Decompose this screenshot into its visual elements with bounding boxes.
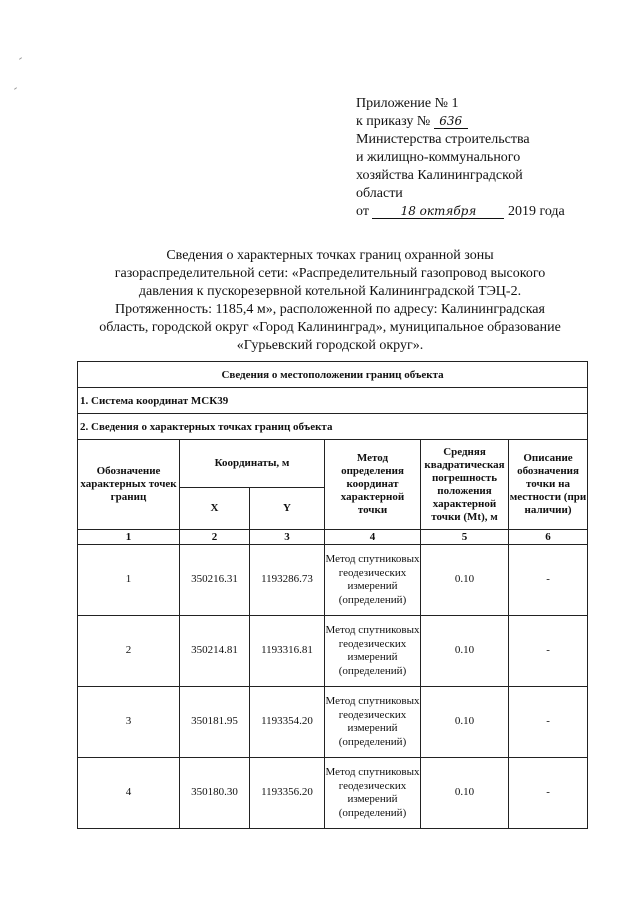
document-heading [60,247,600,355]
column-numbers-row [78,530,588,545]
column-number: 5 [421,530,509,545]
order-number-handwritten: 636 [434,114,468,129]
method: Метод спутниковых геодезических измерений (определений) [325,616,421,687]
point-number: 4 [78,758,180,829]
header-method: Метод определения координат характерной точки [325,440,421,530]
coord-x: 350214.81 [180,616,250,687]
heading-line: давления к пускорезервной котельной Калининградской ТЭЦ-2. [138,284,522,299]
ministry-line-3: хозяйства Калининградской [356,168,523,183]
ministry-line-1: Министерства строительства [356,132,530,147]
method: Метод спутниковых геодезических измерений (определений) [325,758,421,829]
point-number: 3 [78,687,180,758]
description: - [509,545,588,616]
coord-x: 350181.95 [180,687,250,758]
column-number: 3 [250,530,325,545]
table-row [78,758,588,829]
accuracy: 0.10 [421,545,509,616]
coord-y: 1193286.73 [250,545,325,616]
accuracy: 0.10 [421,758,509,829]
coord-y: 1193356.20 [250,758,325,829]
table-title: Сведения о местоположении границ объекта [78,362,588,388]
accuracy: 0.10 [421,616,509,687]
description: - [509,687,588,758]
appendix-block [356,95,565,221]
order-line [356,113,565,131]
date-handwritten: 18 октября [372,204,504,219]
table-row [78,616,588,687]
ministry-line-2: и жилищно-коммунального [356,150,521,165]
method: Метод спутниковых геодезических измерений (определений) [325,545,421,616]
header-coordinates: Координаты, м [180,440,325,488]
boundary-points-table [77,361,588,829]
heading-line: «Гурьевский городской округ». [236,338,424,353]
points-section-row: 2. Сведения о характерных точках границ объекта [78,414,588,440]
date-line [356,203,565,221]
appendix-title: Приложение № 1 [356,96,459,111]
heading-line: Протяженность: 1185,4 м», расположенной по адресу: Калининградская [115,302,545,317]
table-row [78,545,588,616]
coord-y: 1193316.81 [250,616,325,687]
heading-line: Сведения о характерных точках границ охранной зоны [166,248,494,263]
date-suffix: 2019 года [507,204,565,219]
table-row [78,687,588,758]
description: - [509,616,588,687]
scan-speck [19,57,22,60]
method: Метод спутниковых геодезических измерений (определений) [325,687,421,758]
coord-y: 1193354.20 [250,687,325,758]
point-number: 1 [78,545,180,616]
header-description: Описание обозначения точки на местности (при наличии) [509,440,588,530]
date-prefix: от [356,204,369,219]
column-number: 6 [509,530,588,545]
header-accuracy: Средняя квадратическая погрешность положения характерной точки (Mt), м [421,440,509,530]
header-designation: Обозначение характерных точек границ [78,440,180,530]
ministry-line-4: области [356,186,403,201]
heading-line: область, городской округ «Город Калининград», муниципальное образование [99,320,561,335]
header-x: X [180,488,250,530]
coord-x: 350216.31 [180,545,250,616]
order-prefix: к приказу № [356,114,431,129]
header-y: Y [250,488,325,530]
coordinate-system-row: 1. Система координат МСК39 [78,388,588,414]
point-number: 2 [78,616,180,687]
coord-x: 350180.30 [180,758,250,829]
column-number: 1 [78,530,180,545]
description: - [509,758,588,829]
accuracy: 0.10 [421,687,509,758]
column-number: 4 [325,530,421,545]
scan-speck [14,87,17,90]
heading-line: газораспределительной сети: «Распределительный газопровод высокого [114,266,546,281]
column-number: 2 [180,530,250,545]
